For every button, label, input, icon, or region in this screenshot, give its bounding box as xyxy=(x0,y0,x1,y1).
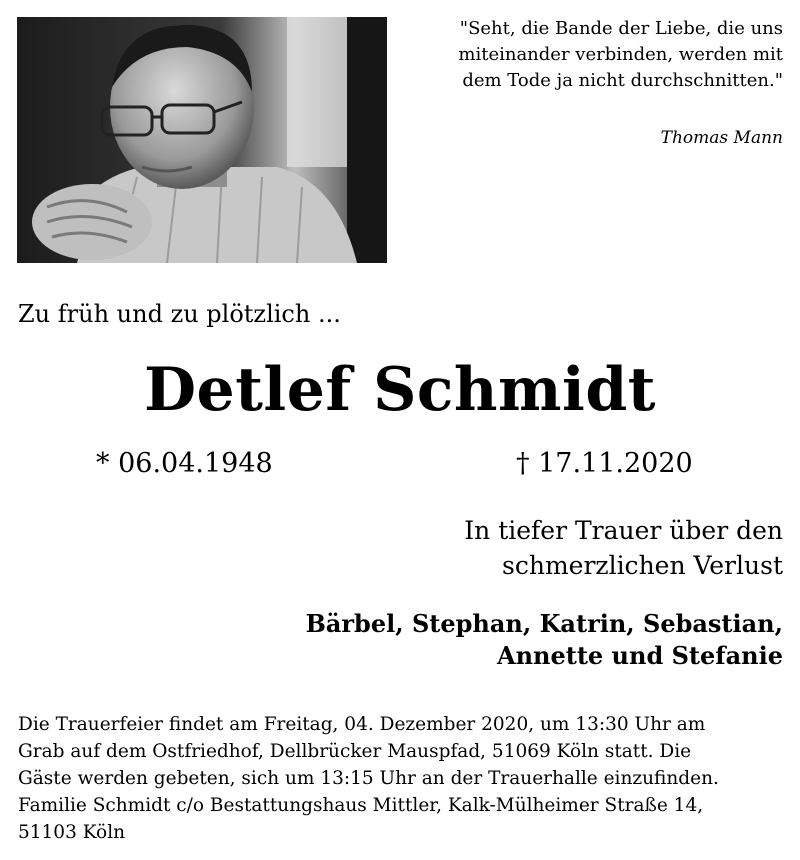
mourning-line: schmerzlichen Verlust xyxy=(502,551,783,580)
quote-line: dem Tode ja nicht durchschnitten." xyxy=(462,70,783,91)
mourning-line: In tiefer Trauer über den xyxy=(464,516,783,545)
mourning-text xyxy=(283,513,783,583)
deceased-name: Detlef Schmidt xyxy=(143,355,657,425)
quote-line: miteinander verbinden, werden mit xyxy=(458,44,783,65)
quote-line: "Seht, die Bande der Liebe, die uns xyxy=(459,18,783,39)
funeral-details xyxy=(18,711,788,846)
quote-author: Thomas Mann xyxy=(660,128,783,148)
family-line: Annette und Stefanie xyxy=(496,641,783,670)
family-line: Bärbel, Stephan, Katrin, Sebastian, xyxy=(305,609,783,638)
details-line: Grab auf dem Ostfriedhof, Dellbrücker Mauspfad, 51069 Köln statt. Die xyxy=(18,741,692,762)
family-names xyxy=(163,608,783,672)
death-date: † 17.11.2020 xyxy=(516,448,693,479)
portrait-illustration xyxy=(17,17,387,263)
quote xyxy=(400,16,783,94)
details-line: Gäste werden gebeten, sich um 13:15 Uhr an der Trauerhalle einzufinden. xyxy=(18,768,719,789)
birth-date: * 06.04.1948 xyxy=(96,448,273,479)
details-line: 51103 Köln xyxy=(18,822,126,843)
details-line: Familie Schmidt c/o Bestattungshaus Mittler, Kalk-Mülheimer Straße 14, xyxy=(18,795,704,816)
intro-text: Zu früh und zu plötzlich ... xyxy=(18,300,341,328)
portrait-photo xyxy=(17,17,387,263)
details-line: Die Trauerfeier findet am Freitag, 04. Dezember 2020, um 13:30 Uhr am xyxy=(18,714,706,735)
